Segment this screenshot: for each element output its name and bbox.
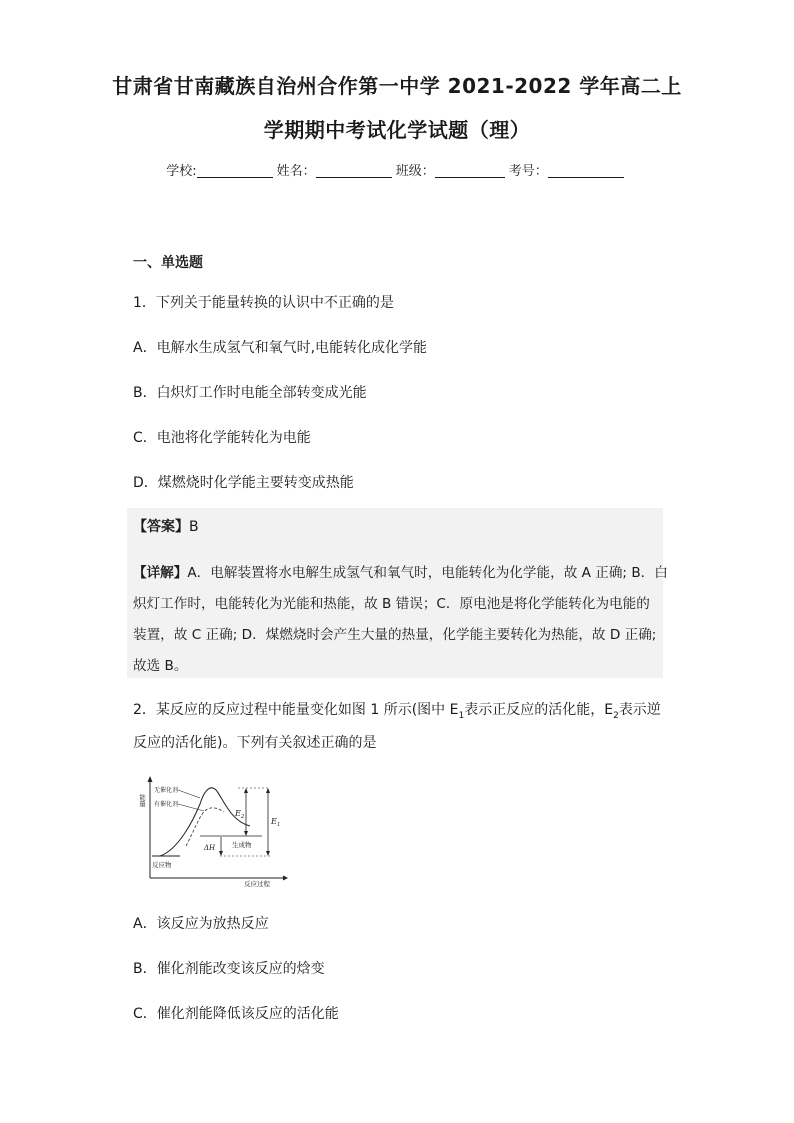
- e2-letter: E: [235, 809, 241, 818]
- question-2-option-c: C．催化剂能降低该反应的活化能: [133, 1006, 339, 1022]
- q2-stem-part3: 表示逆: [618, 702, 661, 718]
- y-axis-label: 能量: [138, 794, 146, 807]
- class-blank[interactable]: [435, 163, 505, 178]
- exam-no-blank[interactable]: [548, 163, 624, 178]
- detail-text-1: A．电解装置将水电解生成氢气和氧气时，电能转化为化学能，故 A 正确; B．白: [187, 565, 668, 581]
- e2-arrow-bottom-icon: [244, 831, 248, 836]
- e1-letter: E: [271, 817, 277, 826]
- e1-label: [270, 817, 280, 828]
- student-info-fields: [0, 160, 794, 179]
- detail-line-1: [133, 561, 668, 581]
- detail-line-4: 故选 B。: [133, 658, 188, 674]
- class-label: 班级：: [395, 164, 435, 179]
- question-2-option-a: A．该反应为放热反应: [133, 916, 269, 932]
- question-1-answer: [133, 516, 199, 536]
- x-axis-arrow-icon: [283, 876, 288, 881]
- question-1-stem: 1．下列关于能量转换的认识中不正确的是: [133, 295, 394, 311]
- e1-sub: 1: [276, 822, 281, 828]
- question-1-option-c: C．电池将化学能转化为电能: [133, 430, 311, 446]
- question-1-option-a: A．电解水生成氢气和氧气时,电能转化成化学能: [133, 340, 428, 356]
- y-axis-arrow-icon: [148, 776, 153, 782]
- q2-stem-part1: 2．某反应的反应过程中能量变化如图 1 所示(图中 E: [133, 702, 459, 718]
- e2-sub: 2: [240, 814, 245, 820]
- q2-stem-part2: 表示正反应的活化能，E: [464, 702, 614, 718]
- e1-arrow-top-icon: [266, 788, 270, 793]
- curve-no-catalyst-label: 无催化剂: [154, 787, 179, 794]
- dh-arrow-icon: [219, 851, 223, 856]
- detail-label: 【详解】: [133, 565, 188, 581]
- x-axis-label: 反应过程: [244, 880, 270, 888]
- e2-arrow-top-icon: [244, 788, 248, 793]
- detail-line-3: 装置，故 C 正确; D．煤燃烧时会产生大量的热量，化学能主要转化为热能，故 D 正确;: [133, 627, 657, 643]
- q2-stem-sub2: 2: [613, 710, 619, 721]
- name-label: 姓名：: [276, 164, 316, 179]
- e1-arrow-bottom-icon: [266, 851, 270, 856]
- question-2-stem-line-1: [133, 699, 661, 721]
- question-2-stem-line-2: 反应的活化能)。下列有关叙述正确的是: [133, 735, 377, 751]
- energy-diagram: [138, 776, 288, 892]
- reactants-label: 反应物: [152, 861, 172, 869]
- exam-no-label: 考号：: [508, 164, 548, 179]
- q2-stem-sub1: 1: [458, 710, 465, 721]
- answer-label: 【答案】: [133, 519, 189, 535]
- no-catalyst-pointer: [178, 790, 200, 798]
- dh-label: ΔH: [204, 844, 216, 852]
- products-label: 生成物: [232, 841, 252, 849]
- curve-with-catalyst: [186, 808, 224, 846]
- school-blank[interactable]: [197, 163, 273, 178]
- document-title-line-1: 甘肃省甘南藏族自治州合作第一中学 2021-2022 学年高二上: [112, 74, 682, 98]
- question-1-option-b: B．白炽灯工作时电能全部转变成光能: [133, 385, 367, 401]
- answer-value: B: [189, 519, 199, 535]
- name-blank[interactable]: [316, 163, 392, 178]
- detail-line-2: 炽灯工作时，电能转化为光能和热能，故 B 错误；C．原电池是将化学能转化为电能的: [133, 596, 650, 612]
- document-title-line-2: 学期期中考试化学试题（理）: [263, 118, 531, 142]
- question-2-option-b: B．催化剂能改变该反应的焓变: [133, 961, 325, 977]
- question-1-option-d: D．煤燃烧时化学能主要转变成热能: [133, 475, 354, 491]
- school-label: 学校:: [166, 164, 197, 179]
- section-heading: 一、单选题: [133, 255, 203, 271]
- curve-with-catalyst-label: 有催化剂: [154, 801, 179, 808]
